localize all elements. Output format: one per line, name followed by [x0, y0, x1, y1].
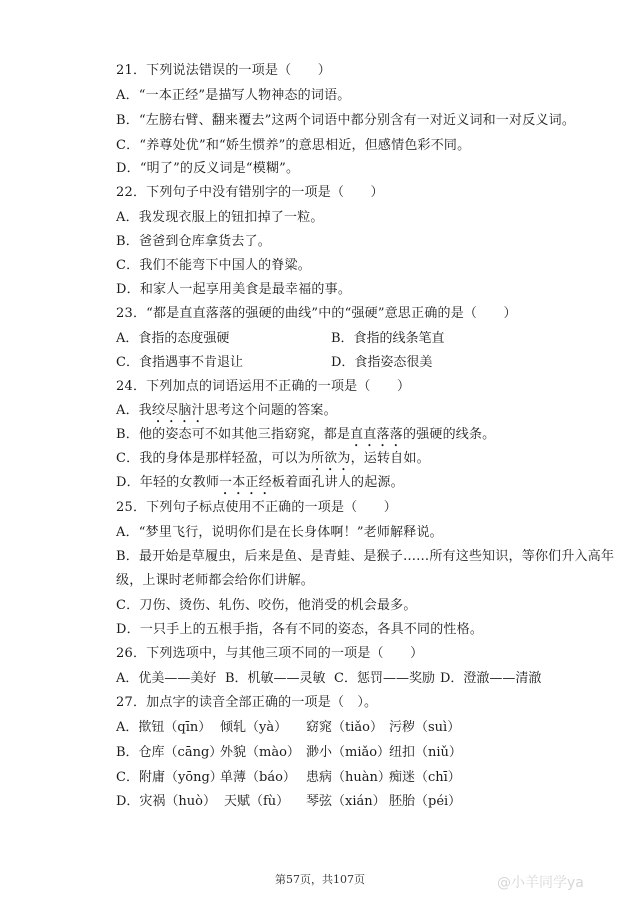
q24-d-dotted-phrase: 一本正经	[219, 475, 272, 490]
q24-c-prefix: C．我的身体是那样轻盈，可以为	[116, 451, 311, 466]
q24-d-prefix: D．年轻的女教师	[116, 475, 220, 490]
q23-option-a: A．食指的态度强硬	[116, 331, 230, 346]
q22-option-a: A．我发现衣服上的钮扣掉了一粒。	[116, 210, 324, 225]
q23-stem: 23．“都是直直落落的强硬的曲线”中的“强硬”意思正确的是（ ）	[116, 306, 517, 321]
q22-option-c: C．我们不能弯下中国人的脊粱。	[116, 258, 311, 273]
q26-option-a: A．优美——美好	[116, 671, 217, 686]
q27-b-item-4: 纽扣（niǔ）	[389, 745, 462, 760]
q21-option-d: D．“明了”的反义词是“模糊”。	[116, 161, 300, 176]
q27-d-item-3: 琴弦（xián）	[306, 794, 386, 809]
q21-option-a: A．“一本正经”是描写人物神态的词语。	[116, 88, 351, 103]
q24-a-dotted-phrase: 绞尽脑汁	[152, 403, 205, 418]
q27-b-item-3: 渺小（miǎo）	[306, 745, 391, 760]
q22-option-d: D．和家人一起享用美食是最幸福的事。	[116, 282, 352, 297]
q24-a-prefix: A．我	[116, 403, 152, 418]
q21-option-b: B．“左膀右臂、翻来覆去”这两个词语中都分别含有一对近义词和一对反义词。	[116, 113, 576, 128]
q26-option-c: C．惩罚——奖励	[334, 671, 435, 686]
q25-option-a: A．“梦里飞行，说明你们是在长身体啊！”老师解释说。	[116, 525, 443, 540]
q25-option-c: C．刀伤、烫伤、轧伤、咬伤，他消受的机会最多。	[116, 598, 417, 613]
q27-c-item-1: C．附庸（yōng）	[116, 770, 223, 785]
q27-c-item-2: 单薄（báo）	[220, 770, 296, 785]
q27-stem: 27．加点字的读音全部正确的一项是（ ）。	[116, 695, 378, 710]
q27-a-item-1: A．揿钮（qīn）	[116, 720, 212, 735]
q25-option-d: D．一只手上的五根手指，各有不同的姿态，各具不同的性格。	[116, 622, 484, 637]
q26-option-b: B．机敏——灵敏	[225, 671, 326, 686]
q22-stem: 22．下列句子中没有错别字的一项是（ ）	[116, 185, 384, 200]
q26-option-d: D．澄澈——清澈	[440, 671, 542, 686]
q22-option-b: B．爸爸到仓库拿货去了。	[116, 234, 271, 249]
q24-option-a	[116, 403, 337, 426]
page-number: 第57页，共107页	[275, 873, 365, 886]
q24-d-suffix: 板着面孔讲人的起源。	[271, 475, 404, 490]
q24-option-b	[116, 427, 495, 450]
q26-stem: 26．下列选项中，与其他三项不同的一项是（ ）	[116, 646, 424, 661]
q27-c-item-4: 痴迷（chī）	[389, 770, 461, 785]
q27-a-item-2: 倾轧（yà）	[220, 720, 288, 735]
q27-a-item-3: 窈窕（tiǎo）	[306, 720, 383, 735]
q23-option-d: D．食指姿态很美	[331, 355, 433, 370]
q24-b-suffix: 的强硬的线条。	[402, 427, 496, 442]
q24-b-prefix: B．他的姿态可不如其他三指窈窕，都是	[116, 427, 351, 442]
q24-c-dotted-phrase: 所欲为	[310, 451, 351, 466]
q24-option-d	[116, 475, 404, 498]
q24-c-suffix: ，运转自如。	[350, 451, 430, 466]
q27-b-item-1: B．仓库（cāng）	[116, 745, 223, 760]
q27-c-item-3: 患病（huàn）	[306, 770, 391, 785]
q25-stem: 25．下列句子标点使用不正确的一项是（ ）	[116, 500, 397, 515]
q27-b-item-2: 外貌（mào）	[220, 745, 300, 760]
q27-a-item-4: 污秽（suì）	[389, 720, 461, 735]
q27-d-item-2: 天赋（fù）	[224, 794, 290, 809]
q21-option-c: C．“养尊处优”和“娇生惯养”的意思相近，但感情色彩不同。	[116, 138, 471, 153]
q25-option-b-line2: 级，上课时老师都会给你们讲解。	[116, 573, 315, 588]
q24-option-c	[116, 451, 430, 474]
q24-stem: 24．下列加点的词语运用不正确的一项是（ ）	[116, 379, 411, 394]
q24-b-dotted-phrase: 直直落落	[350, 427, 403, 442]
q21-stem: 21．下列说法错误的一项是（ ）	[116, 63, 331, 78]
q23-option-b: B．食指的线条笔直	[331, 331, 445, 346]
q27-d-item-4: 胚胎（péi）	[389, 794, 462, 809]
watermark: @小羊同学ya	[497, 875, 584, 891]
q25-option-b-line1: B．最开始是草履虫，后来是鱼、是青蛙、是猴子……所有这些知识，等你们升入高年	[116, 549, 615, 564]
q27-d-item-1: D．灾祸（huò）	[116, 794, 216, 809]
q23-option-c: C．食指遇事不肯退让	[116, 355, 243, 370]
q24-a-suffix: 思考这个问题的答案。	[204, 403, 337, 418]
